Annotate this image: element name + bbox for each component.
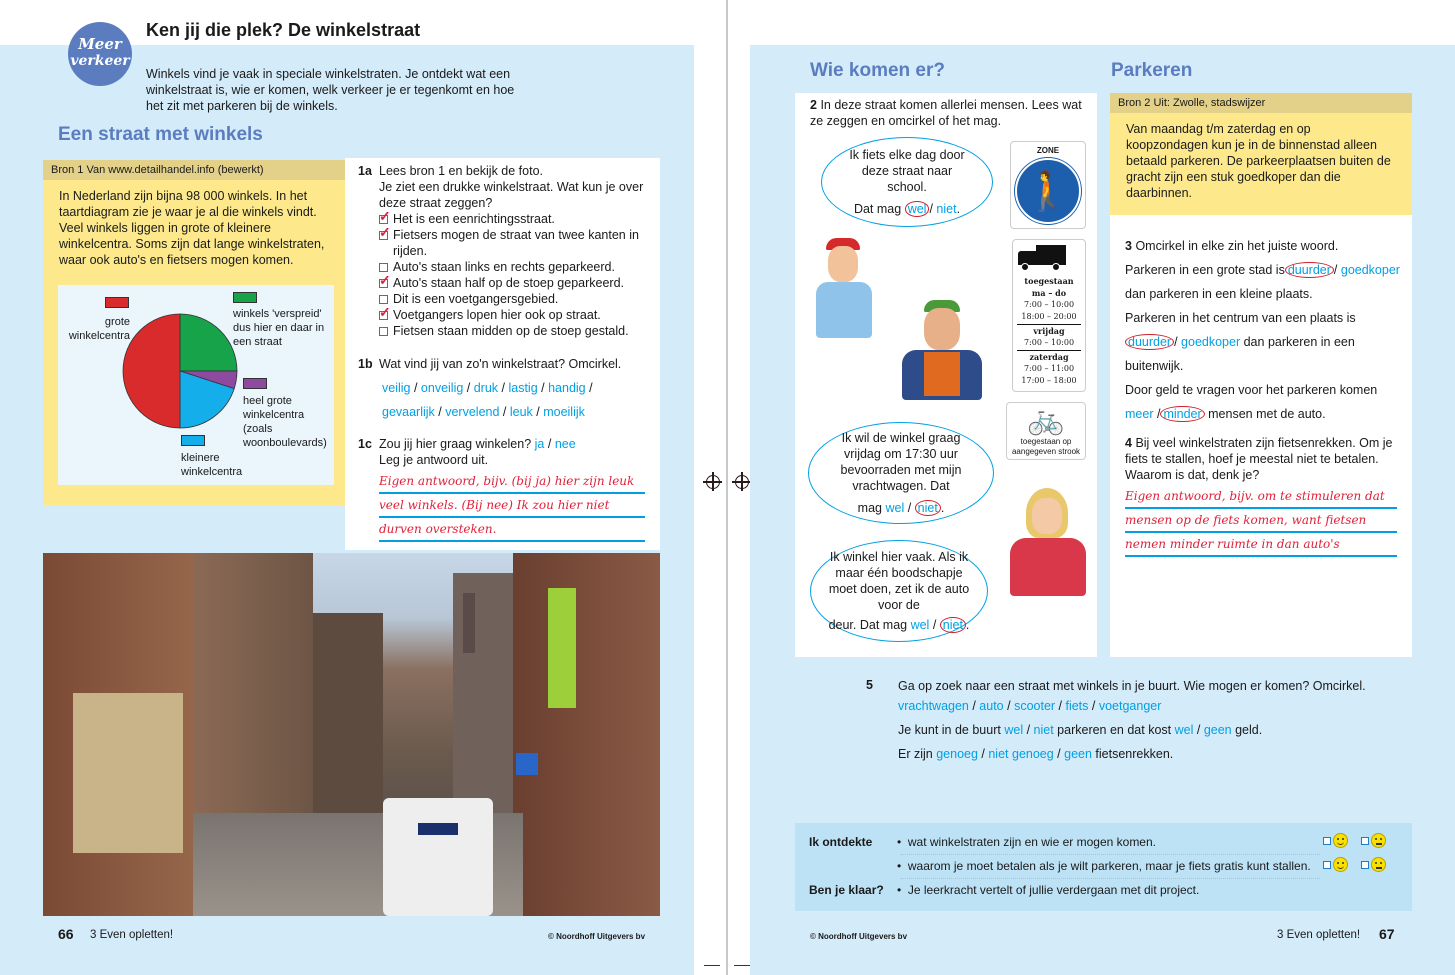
pie-chart	[58, 285, 334, 485]
question-number: 1a	[358, 164, 372, 178]
checkbox[interactable]	[379, 295, 388, 304]
question-number: 3	[1125, 239, 1132, 253]
truck-driver-illustration	[898, 300, 986, 402]
source-1-text: In Nederland zijn bijna 98 000 winkels. In het taartdiagram zie je waar je al die winkels vindt. Veel winkels liggen in grote of kleinere winkelcentra. Soms zijn dat lange winkelstraten, waar ook auto's en fietsers mogen komen.	[59, 189, 325, 267]
option-niet[interactable]: niet	[936, 202, 957, 216]
registration-mark-icon	[706, 475, 720, 489]
bicycle-icon: 🚲	[1027, 403, 1065, 436]
meer-verkeer-logo: Meer verkeer	[68, 22, 132, 86]
checklist-label: Auto's staan half op de stoep geparkeerd.	[393, 276, 625, 290]
speech-bubble-cyclist: Ik fiets elke dag door deze straat naar school. Dat mag wel / niet.	[821, 137, 993, 227]
legend-swatch-green	[233, 292, 257, 303]
trim-mark	[734, 965, 750, 966]
option-fiets[interactable]: fiets	[1065, 699, 1089, 713]
option-niet[interactable]: niet	[915, 500, 941, 516]
option-duurder[interactable]: duurder	[1125, 334, 1174, 350]
option-ja[interactable]: ja	[534, 437, 545, 451]
question-1b	[358, 356, 653, 420]
checkbox[interactable]	[379, 263, 388, 272]
option-geen[interactable]: geen	[1203, 723, 1232, 737]
reflection-item-2: • waarom je moet betalen als je wilt parkeren, maar je fiets gratis kunt stallen.	[897, 859, 1311, 873]
question-1c: 1c Zou jij hier graag winkelen? ja / nee Leg je antwoord uit. Eigen antwoord, bijv. (bij ja) hier zijn leuk veel winkels. (Bij nee) Ik zou hier niet durven oversteken.	[358, 436, 653, 542]
dotted-divider	[900, 854, 1320, 855]
happy-face-icon	[1333, 857, 1348, 872]
question-5-vehicle-options: vrachtwagen / auto / scooter / fiets / voetganger	[898, 699, 1162, 713]
question-1b-options-2: gevaarlijk / vervelend / leuk / moeilijk	[382, 405, 585, 419]
question-number: 1c	[358, 437, 372, 451]
option-niet[interactable]: niet	[940, 617, 966, 633]
legend-swatch-red	[105, 297, 129, 308]
option-scooter[interactable]: scooter	[1014, 699, 1056, 713]
question-4: 4 Bij veel winkelstraten zijn fietsenrekken. Om je fiets te stallen, hoef je meestal niet te betalen. Waarom is dat, denk je? Eigen antwoord, bijv. om te stimuleren dat mensen op de fiets komen, want fietsen nemen minder ruimte in dan auto's	[1125, 435, 1400, 557]
question-1a-options	[379, 211, 653, 339]
checkbox[interactable]	[379, 215, 388, 224]
option-leuk[interactable]: leuk	[509, 405, 533, 419]
option-wel[interactable]: wel	[885, 501, 905, 515]
dotted-divider	[900, 878, 1320, 879]
reflection-item-3: • Je leerkracht vertelt of jullie verdergaan met dit project.	[897, 883, 1200, 897]
option-lastig[interactable]: lastig	[508, 381, 538, 395]
question-number: 2	[810, 98, 817, 112]
legend-label-grote: grote winkelcentra	[68, 316, 130, 342]
shopping-street-photo	[43, 553, 660, 916]
option-gevaarlijk[interactable]: gevaarlijk	[382, 405, 435, 419]
answer-line-2[interactable]: mensen op de fiets komen, want fietsen	[1125, 509, 1397, 533]
chapter-label-left: 3 Even opletten!	[90, 929, 174, 941]
option-veilig[interactable]: veilig	[382, 381, 411, 395]
answer-line-1[interactable]: Eigen antwoord, bijv. (bij ja) hier zijn leuk	[379, 470, 645, 494]
question-1b-options-1: veilig / onveilig / druk / lastig / handig /	[382, 381, 593, 395]
section-heading-street: Een straat met winkels	[58, 124, 263, 145]
option-handig[interactable]: handig	[548, 381, 586, 395]
checklist-label: Voetgangers lopen hier ook op straat.	[393, 308, 601, 322]
question-1c-prompt: Zou jij hier graag winkelen?	[379, 437, 532, 451]
option-wel[interactable]: wel	[905, 201, 930, 217]
option-geen[interactable]: geen	[1064, 747, 1092, 761]
section-heading-parking: Parkeren	[1111, 60, 1193, 81]
rating-checkbox-neutral[interactable]	[1361, 861, 1369, 869]
happy-face-icon	[1333, 833, 1348, 848]
truck-icon	[1018, 245, 1080, 275]
legend-label-heel-grote: heel grote winkelcentra (zoals woonboulevards)	[243, 395, 327, 449]
checklist-label: Fietsers mogen de straat van twee kanten in rijden.	[393, 228, 639, 258]
question-1a	[358, 163, 653, 339]
checklist-item	[379, 323, 653, 339]
option-wel[interactable]: wel	[1174, 723, 1194, 737]
checklist-item	[379, 291, 653, 307]
checklist-item	[379, 275, 653, 291]
source-2-header: Bron 2 Uit: Zwolle, stadswijzer	[1110, 93, 1412, 113]
option-moeilijk[interactable]: moeilijk	[543, 405, 585, 419]
question-5-prompt: Ga op zoek naar een straat met winkels in je buurt. Wie mogen er komen? Omcirkel.	[898, 679, 1366, 693]
question-3: 3 Omcirkel in elke zin het juiste woord. Parkeren in een grote stad is duurder / goedkoper dan parkeren in een kleine plaats. Parkeren in het centrum van een plaats is duurder / goedkoper dan parkeren in een buitenwijk. Door geld te vragen voor het parkeren komen meer / minder mensen met de auto.	[1125, 239, 1400, 421]
legend-swatch-purple	[243, 378, 267, 389]
loading-times-sign: toegestaan ma – do 7:00 – 10:00 18:00 – 20:00 vrijdag 7:00 – 10:00 zaterdag 7:00 – 11:00 17:00 – 18:00	[1012, 239, 1086, 392]
option-druk[interactable]: druk	[473, 381, 499, 395]
reflection-item-1: • wat winkelstraten zijn en wie er mogen komen.	[897, 835, 1156, 849]
answer-line-2[interactable]: veel winkels. (Bij nee) Ik zou hier niet	[379, 494, 645, 518]
question-5: Ga op zoek naar een straat met winkels in je buurt. Wie mogen er komen? Omcirkel. vrachtwagen / auto / scooter / fiets / voetganger Je kunt in de buurt wel / niet parkeren en dat kost wel / geen geld. Er zijn genoeg / niet genoeg / geen fietsenrekken.	[898, 678, 1398, 766]
question-number: 1b	[358, 357, 373, 371]
option-vrachtwagen[interactable]: vrachtwagen	[898, 699, 969, 713]
boy-illustration	[808, 232, 880, 340]
neutral-face-icon	[1371, 857, 1386, 872]
option-vervelend[interactable]: vervelend	[445, 405, 500, 419]
section-heading-who: Wie komen er?	[810, 60, 945, 81]
rating-checkbox-happy[interactable]	[1323, 837, 1331, 845]
option-wel[interactable]: wel	[1004, 723, 1024, 737]
woman-illustration	[1008, 488, 1088, 598]
checklist-label: Auto's staan links en rechts geparkeerd.	[393, 260, 615, 274]
rating-checkbox-happy[interactable]	[1323, 861, 1331, 869]
checkbox[interactable]	[379, 279, 388, 288]
source-2-box	[1110, 93, 1412, 215]
answer-line-3[interactable]: nemen minder ruimte in dan auto's	[1125, 533, 1397, 557]
reflection-box	[795, 823, 1412, 911]
chapter-label-right: 3 Even opletten!	[1277, 929, 1361, 941]
source-1-header: Bron 1 Van www.detailhandel.info (bewerkt)	[43, 160, 345, 180]
self-rating-row-1	[1323, 833, 1386, 848]
option-wel[interactable]: wel	[910, 618, 930, 632]
reflection-label-discovered: Ik ontdekte	[809, 835, 873, 849]
bicycle-lane-sign: 🚲 toegestaan op aangegeven strook	[1006, 402, 1086, 460]
legend-label-kleinere: kleinere winkelcentra	[181, 452, 243, 478]
question-2-prompt: In deze straat komen allerlei mensen. Lees wat ze zeggen en omcirkel of het mag.	[810, 98, 1082, 128]
reflection-label-done: Ben je klaar?	[809, 883, 884, 897]
question-number: 4	[1125, 436, 1132, 450]
legend-swatch-blue	[181, 435, 205, 446]
question-2	[810, 97, 1085, 129]
checklist-item	[379, 211, 653, 227]
trim-mark	[704, 965, 720, 966]
option-genoeg[interactable]: genoeg	[936, 747, 978, 761]
option-meer[interactable]: meer	[1125, 407, 1154, 421]
copyright-left: © Noordhoff Uitgevers bv	[548, 932, 646, 941]
rating-checkbox-neutral[interactable]	[1361, 837, 1369, 845]
option-minder[interactable]: minder	[1160, 406, 1204, 422]
page-gutter	[726, 0, 728, 975]
option-nee[interactable]: nee	[554, 437, 576, 451]
speech-bubble-shopper: Ik winkel hier vaak. Als ik maar één boodschapje moet doen, zet ik de auto voor de deur. Dat mag wel / niet .	[810, 540, 988, 642]
copyright-right: © Noordhoff Uitgevers bv	[810, 932, 908, 941]
registration-mark-icon	[735, 475, 749, 489]
speech-bubble-truck-driver: Ik wil de winkel graag vrijdag om 17:30 uur bevoorraden met mijn vrachtwagen. Dat mag wel / niet .	[808, 422, 994, 524]
intro-text: Winkels vind je vaak in speciale winkelstraten. Je ontdekt wat een winkelstraat is, wie er komen, welk verkeer je er tegenkomt en hoe het zit met parkeren bij de winkels.	[146, 67, 515, 113]
gls-van	[383, 798, 493, 916]
option-duurder[interactable]: duurder	[1285, 262, 1334, 278]
option-auto[interactable]: auto	[979, 699, 1004, 713]
question-1a-prompt: Lees bron 1 en bekijk de foto.	[379, 164, 544, 178]
answer-line-3[interactable]: durven oversteken.	[379, 518, 645, 542]
source-2-text: Van maandag t/m zaterdag en op koopzondagen kun je in de binnenstad alleen betaald parkeren. De parkeerplaatsen buiten de gracht zijn een stuk goedkoper dan die daarbinnen.	[1126, 122, 1391, 200]
pedestrian-icon: 🚶	[1015, 158, 1081, 224]
pie-slice	[180, 314, 237, 371]
checklist-item	[379, 259, 653, 275]
self-rating-row-2	[1323, 857, 1386, 872]
legend-label-verspreid: winkels 'verspreid' dus hier en daar in een straat	[233, 308, 325, 348]
checklist-item	[379, 307, 653, 323]
checklist-label: Dit is een voetgangersgebied.	[393, 292, 559, 306]
question-1b-prompt: Wat vind jij van zo'n winkelstraat? Omcirkel.	[379, 357, 622, 371]
option-goedkoper[interactable]: goedkoper	[1181, 335, 1241, 349]
checkbox[interactable]	[379, 311, 388, 320]
checklist-label: Het is een eenrichtingsstraat.	[393, 212, 555, 226]
page-number-right: 67	[1379, 926, 1395, 942]
question-number: 5	[866, 678, 873, 692]
option-voetganger[interactable]: voetganger	[1098, 699, 1162, 713]
option-onveilig[interactable]: onveilig	[420, 381, 464, 395]
question-1a-prompt-2: Je ziet een drukke winkelstraat. Wat kun je over deze straat zeggen?	[379, 180, 644, 210]
pie-slice	[123, 314, 180, 428]
page-title: Ken jij die plek? De winkelstraat	[146, 20, 421, 40]
neutral-face-icon	[1371, 833, 1386, 848]
checklist-item	[379, 227, 653, 259]
option-niet[interactable]: niet	[1033, 723, 1054, 737]
option-goedkoper[interactable]: goedkoper	[1340, 263, 1400, 277]
option-niet-genoeg[interactable]: niet genoeg	[988, 747, 1054, 761]
page-number-left: 66	[58, 926, 74, 942]
answer-line-1[interactable]: Eigen antwoord, bijv. om te stimuleren dat	[1125, 485, 1397, 509]
question-1c-prompt-2: Leg je antwoord uit.	[379, 453, 489, 467]
checkbox[interactable]	[379, 327, 388, 336]
checklist-label: Fietsen staan midden op de stoep gestald.	[393, 324, 629, 338]
checkbox[interactable]	[379, 231, 388, 240]
pedestrian-zone-sign: ZONE 🚶	[1010, 141, 1086, 229]
